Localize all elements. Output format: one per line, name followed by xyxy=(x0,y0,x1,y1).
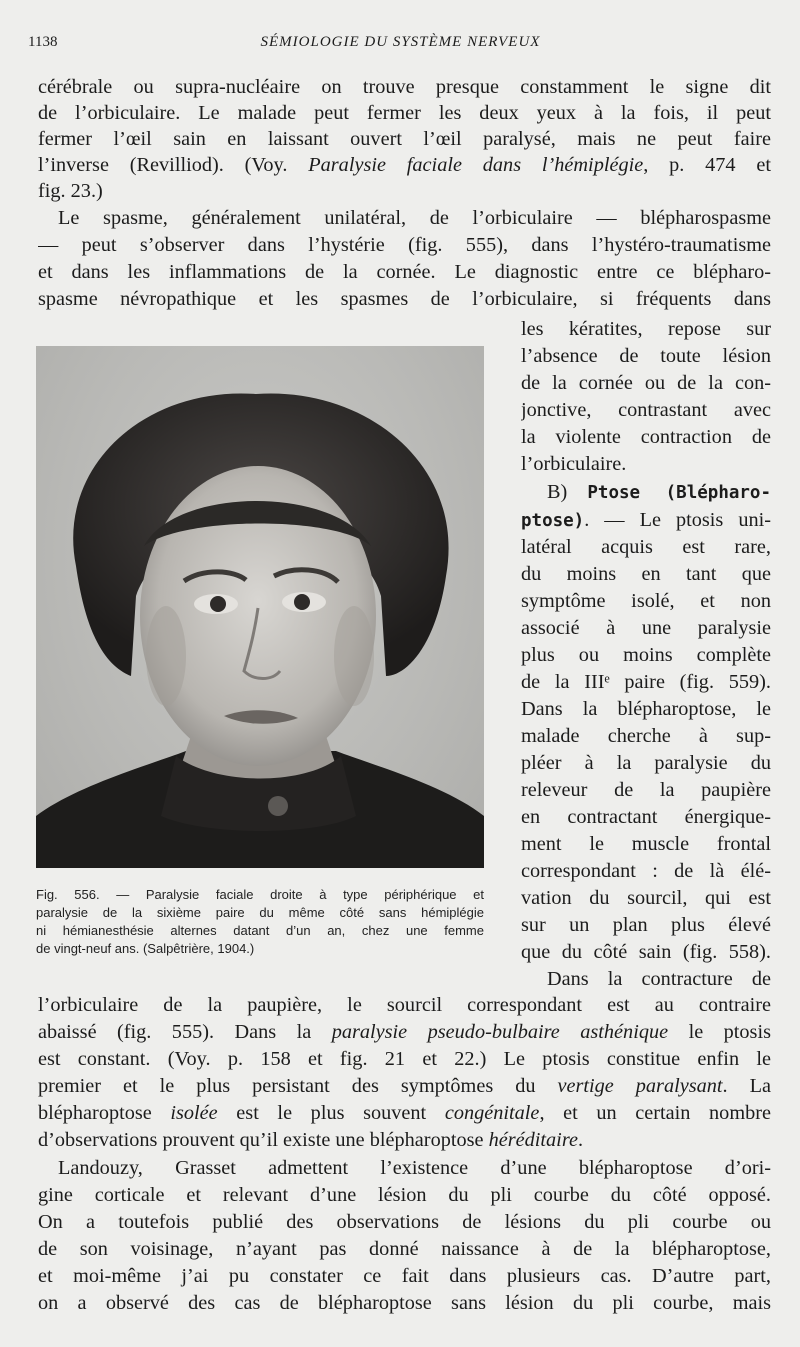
italic-term: congénitale xyxy=(444,1102,540,1124)
text-line xyxy=(38,1100,771,1126)
text-line xyxy=(38,1073,771,1099)
text-line: de l’orbiculaire. Le malade peut fermer les deux yeux à la fois, il peut xyxy=(38,102,771,124)
text-line: — peut s’observer dans l’hystérie (fig. 555), dans l’hystéro-traumatisme xyxy=(38,234,771,256)
caption-line: Fig. 556. — Paralysie faciale droite à type périphérique et xyxy=(36,887,484,902)
text-line: on a observé des cas de blépharoptose sans lésion du pli courbe, mais xyxy=(38,1292,771,1314)
column-line: plus ou moins complète xyxy=(521,644,771,666)
column-line xyxy=(521,507,771,534)
text-run: blépharoptose xyxy=(38,1102,171,1124)
column-line: du moins en tant que xyxy=(521,563,771,585)
column-line: associé à une paralysie xyxy=(521,617,771,639)
text-line: fig. 23.) xyxy=(38,180,103,202)
column-line: Dans la contracture de xyxy=(547,968,771,990)
text-line: de son voisinage, n’ayant pas donné naissance à de la blépharoptose, xyxy=(38,1238,771,1260)
text-line: On a toutefois publié des observations de lésions du pli courbe ou xyxy=(38,1211,771,1233)
text-run: . La xyxy=(722,1075,771,1097)
text-line: spasme névropathique et les spasmes de l’orbiculaire, si fréquents dans xyxy=(38,288,771,310)
italic-term: vertige paralysant xyxy=(557,1075,723,1097)
text-line: cérébrale ou supra-nucléaire on trouve presque constamment le signe dit xyxy=(38,76,771,98)
text-run: abaissé (fig. 555). Dans la xyxy=(38,1021,332,1043)
text-run: premier et le plus persistant des symptômes du xyxy=(38,1075,558,1097)
column-line: les kératites, repose sur xyxy=(521,318,771,340)
italic-term: paralysie pseudo-bulbaire asthénique xyxy=(331,1021,669,1043)
column-line: ment le muscle frontal xyxy=(521,833,771,855)
caption-line: paralysie de la sixième paire du même côté sans hémiplégie xyxy=(36,905,484,920)
text-line: l’orbiculaire de la paupière, le sourcil correspondant est au contraire xyxy=(38,994,771,1016)
portrait-illustration xyxy=(36,346,484,868)
text-run: . xyxy=(577,1129,584,1151)
text-line: fermer l’œil sain en laissant ouvert l’œil paralysé, mais ne peut faire xyxy=(38,128,771,150)
column-line: latéral acquis est rare, xyxy=(521,536,771,558)
text-line: et moi-même j’ai pu constater ce fait dans plusieurs cas. D’autre part, xyxy=(38,1265,771,1287)
column-line: la violente contraction de xyxy=(521,426,771,448)
column-line: en contractant énergique- xyxy=(521,806,771,828)
italic-term: héréditaire xyxy=(488,1129,578,1151)
caption-line: de vingt-neuf ans. (Salpêtrière, 1904.) xyxy=(36,941,255,956)
text-run: d’observations prouvent qu’il existe une blépharoptose xyxy=(38,1129,489,1151)
column-line: jonctive, contrastant avec xyxy=(521,399,771,421)
portrait-photo xyxy=(36,346,484,868)
running-title: SÉMIOLOGIE DU SYSTÈME NERVEUX xyxy=(260,34,541,50)
text-run: l’inverse (Revilliod). (Voy. xyxy=(38,154,309,176)
column-line: de la IIIᵉ paire (fig. 559). xyxy=(521,671,771,693)
text-line: et dans les inflammations de la cornée. Le diagnostic entre ce blépharo- xyxy=(38,261,771,283)
column-line: l’absence de toute lésion xyxy=(521,345,771,367)
text-line xyxy=(38,1019,771,1045)
text-run: le ptosis xyxy=(668,1021,771,1043)
caption-line: ni hémianesthésie alternes datant d’un an, chez une femme xyxy=(36,923,484,938)
column-line: sur un plan plus élevé xyxy=(521,914,771,936)
column-line: Dans la blépharoptose, le xyxy=(521,698,771,720)
column-line: malade cherche à sup- xyxy=(521,725,771,747)
heading-label: B) xyxy=(547,481,588,503)
italic-term: isolée xyxy=(170,1102,218,1124)
heading-title: Ptose (Blépharo- xyxy=(587,483,771,503)
text-line xyxy=(38,1127,771,1153)
text-run: est le plus souvent xyxy=(217,1102,445,1124)
column-line: que du côté sain (fig. 558). xyxy=(521,941,771,963)
heading-title: ptose) xyxy=(521,511,585,531)
text-run: . — Le ptosis uni- xyxy=(584,509,771,531)
text-line: Landouzy, Grasset admettent l’existence d’une blépharoptose d’ori- xyxy=(58,1157,771,1179)
column-line: correspondant : de là élé- xyxy=(521,860,771,882)
text-line: Le spasme, généralement unilatéral, de l’orbiculaire — blépharospasme xyxy=(58,207,771,229)
page-header xyxy=(28,28,773,58)
section-heading xyxy=(521,479,771,506)
column-line: l’orbiculaire. xyxy=(521,453,627,475)
column-line: pléer à la paralysie du xyxy=(521,752,771,774)
page-number: 1138 xyxy=(28,34,58,50)
text-line xyxy=(38,152,771,178)
column-line: vation du sourcil, qui est xyxy=(521,887,771,909)
brooch-icon xyxy=(268,796,288,816)
column-line: de la cornée ou de la con- xyxy=(521,372,771,394)
column-line: releveur de la paupière xyxy=(521,779,771,801)
figure-caption xyxy=(36,886,484,958)
text-line: gine corticale et relevant d’une lésion du pli courbe du côté opposé. xyxy=(38,1184,771,1206)
text-run: , p. 474 et xyxy=(643,154,771,176)
italic-reference: Paralysie faciale dans l’hémiplégie xyxy=(308,154,644,176)
text-line: est constant. (Voy. p. 158 et fig. 21 et 22.) Le ptosis constitue enfin le xyxy=(38,1048,771,1070)
text-run: , et un certain nombre xyxy=(539,1102,771,1124)
column-line: symptôme isolé, et non xyxy=(521,590,771,612)
